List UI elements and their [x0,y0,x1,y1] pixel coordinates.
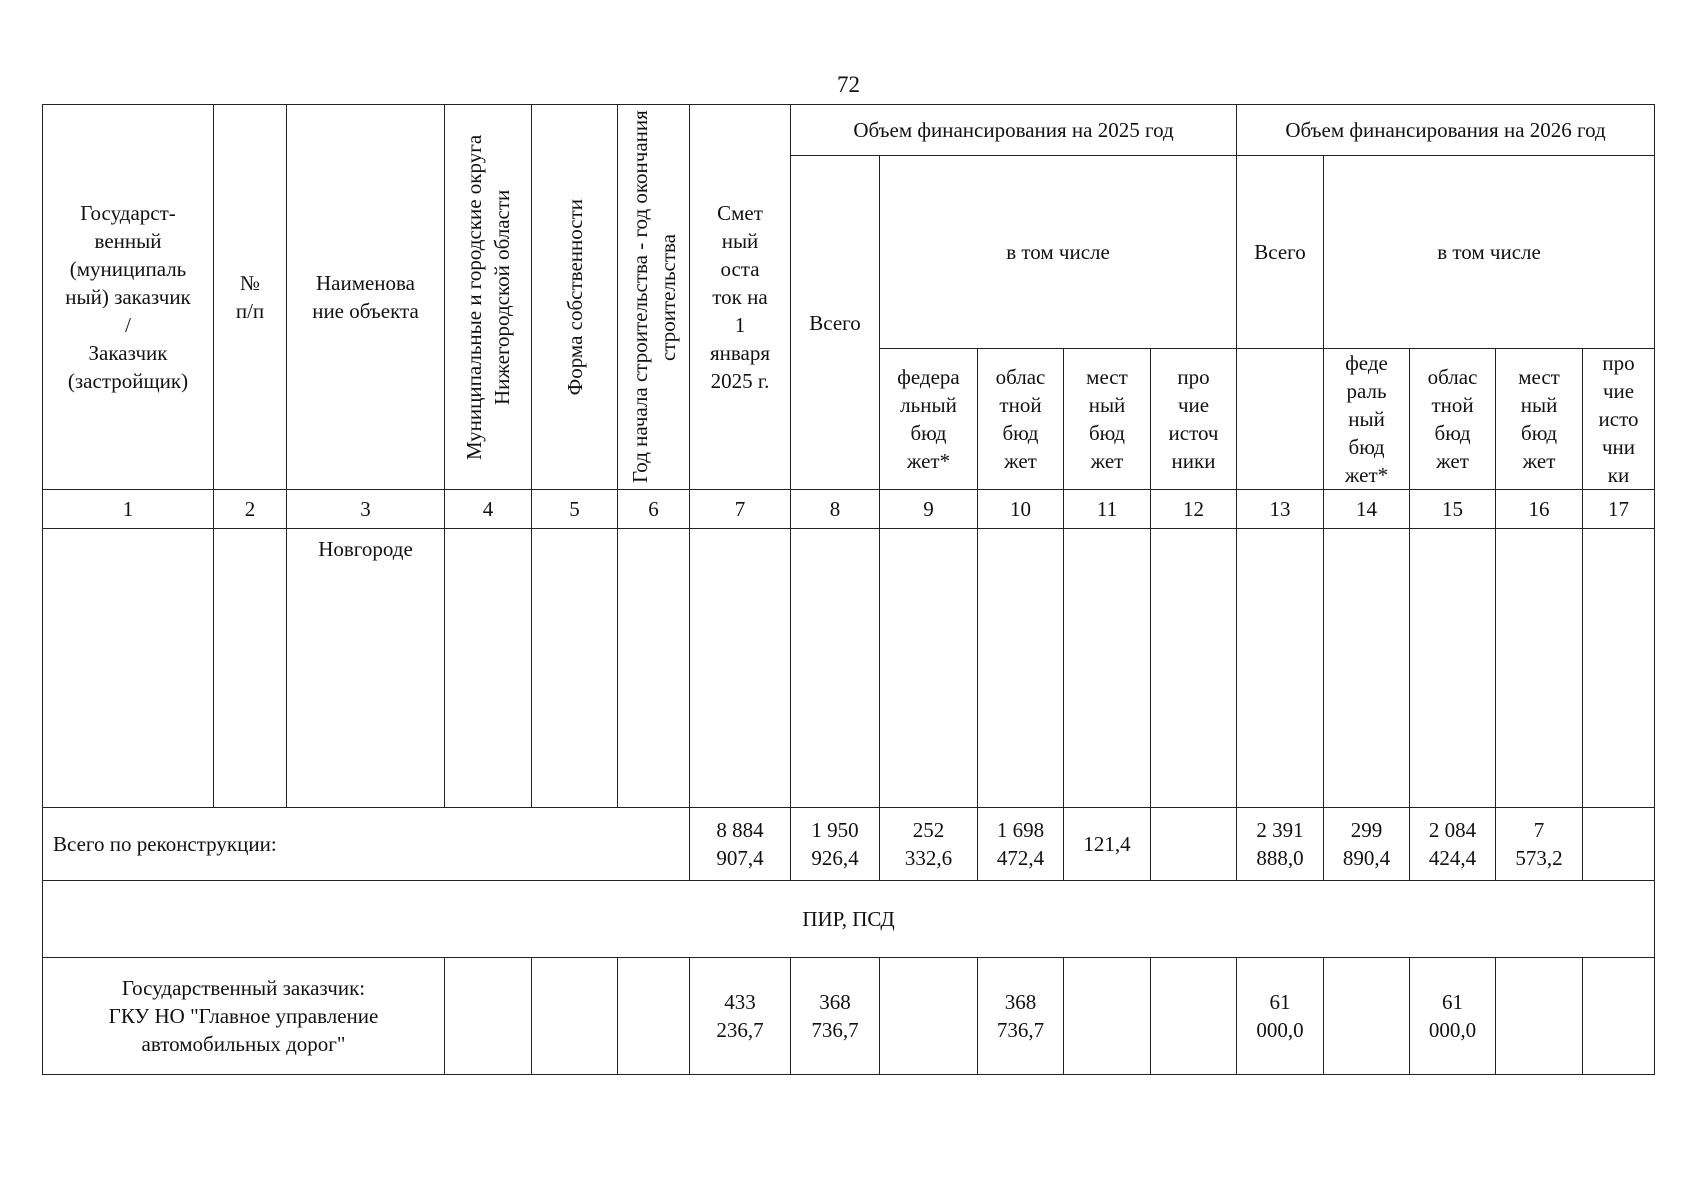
customer-total-2026: 61 000,0 [1237,958,1324,1075]
header-total-2025: Всего [791,156,880,490]
header-oth-2025: про чие источ ники [1151,349,1237,490]
column-number: 2 [214,490,287,529]
customer-reg-2026: 61 000,0 [1410,958,1496,1075]
header-customer: Государст- венный (муниципаль ный) заказчик / Заказчик (застройщик) [43,105,214,490]
column-number: 3 [287,490,445,529]
header-fed-2026: феде раль ный бюд жет* [1324,349,1410,490]
header-years: Год начала строительства - год окончания строительства [618,105,690,490]
header-reg-2026: облас тной бюд жет [1410,349,1496,490]
column-number: 15 [1410,490,1496,529]
customer-total-2025: 368 736,7 [791,958,880,1075]
customer-label: Государственный заказчик: ГКУ НО "Главное управление автомобильных дорог" [43,958,445,1075]
table-row-section [43,881,1655,958]
header-estimate: Смет ный оста ток на 1 января 2025 г. [690,105,791,490]
header-oth-2026: про чие исто чни ки [1583,349,1655,490]
column-number: 8 [791,490,880,529]
total-fed-2025: 252 332,6 [880,808,978,881]
header-loc-2026: мест ный бюд жет [1496,349,1583,490]
header-group-2025: Объем финансирования на 2025 год [791,105,1237,156]
total-reg-2025: 1 698 472,4 [978,808,1064,881]
header-num: № п/п [214,105,287,490]
column-number: 6 [618,490,690,529]
header-loc-2025: мест ный бюд жет [1064,349,1151,490]
total-fed-2026: 299 890,4 [1324,808,1410,881]
page-number: 72 [837,72,860,97]
table-row-total [43,808,1655,881]
table-row-continuation [43,529,1655,808]
total-estimate: 8 884 907,4 [690,808,791,881]
header-reg-2025: облас тной бюд жет [978,349,1064,490]
total-reg-2026: 2 084 424,4 [1410,808,1496,881]
customer-estimate: 433 236,7 [690,958,791,1075]
financing-table [42,104,1655,1075]
total-label: Всего по реконструкции: [43,808,690,881]
table-row-customer [43,958,1655,1075]
column-number: 9 [880,490,978,529]
header-ownership: Форма собственности [532,105,618,490]
column-number: 16 [1496,490,1583,529]
column-number: 1 [43,490,214,529]
column-number: 12 [1151,490,1237,529]
header-fed-2025: федера льный бюд жет* [880,349,978,490]
column-number: 14 [1324,490,1410,529]
header-object-name: Наименова ние объекта [287,105,445,490]
column-number: 11 [1064,490,1151,529]
total-2025: 1 950 926,4 [791,808,880,881]
header-incl-2026: в том числе [1324,156,1655,349]
object-name-cell: Новгороде [287,529,445,808]
column-number: 4 [445,490,532,529]
header-total-2026-empty [1237,349,1324,490]
header-total-2026: Всего [1237,156,1324,349]
column-number: 17 [1583,490,1655,529]
customer-reg-2025: 368 736,7 [978,958,1064,1075]
total-loc-2026: 7 573,2 [1496,808,1583,881]
section-label: ПИР, ПСД [43,881,1655,958]
column-number: 13 [1237,490,1324,529]
column-number-row [43,490,1655,529]
column-number: 7 [690,490,791,529]
column-number: 10 [978,490,1064,529]
total-oth-2026 [1583,808,1655,881]
header-row-groups [43,105,1655,156]
total-2026: 2 391 888,0 [1237,808,1324,881]
column-number: 5 [532,490,618,529]
header-group-2026: Объем финансирования на 2026 год [1237,105,1655,156]
header-incl-2025: в том числе [880,156,1237,349]
total-oth-2025 [1151,808,1237,881]
header-municipal: Муниципальные и городские округа Нижегородской области [445,105,532,490]
total-loc-2025: 121,4 [1064,808,1151,881]
